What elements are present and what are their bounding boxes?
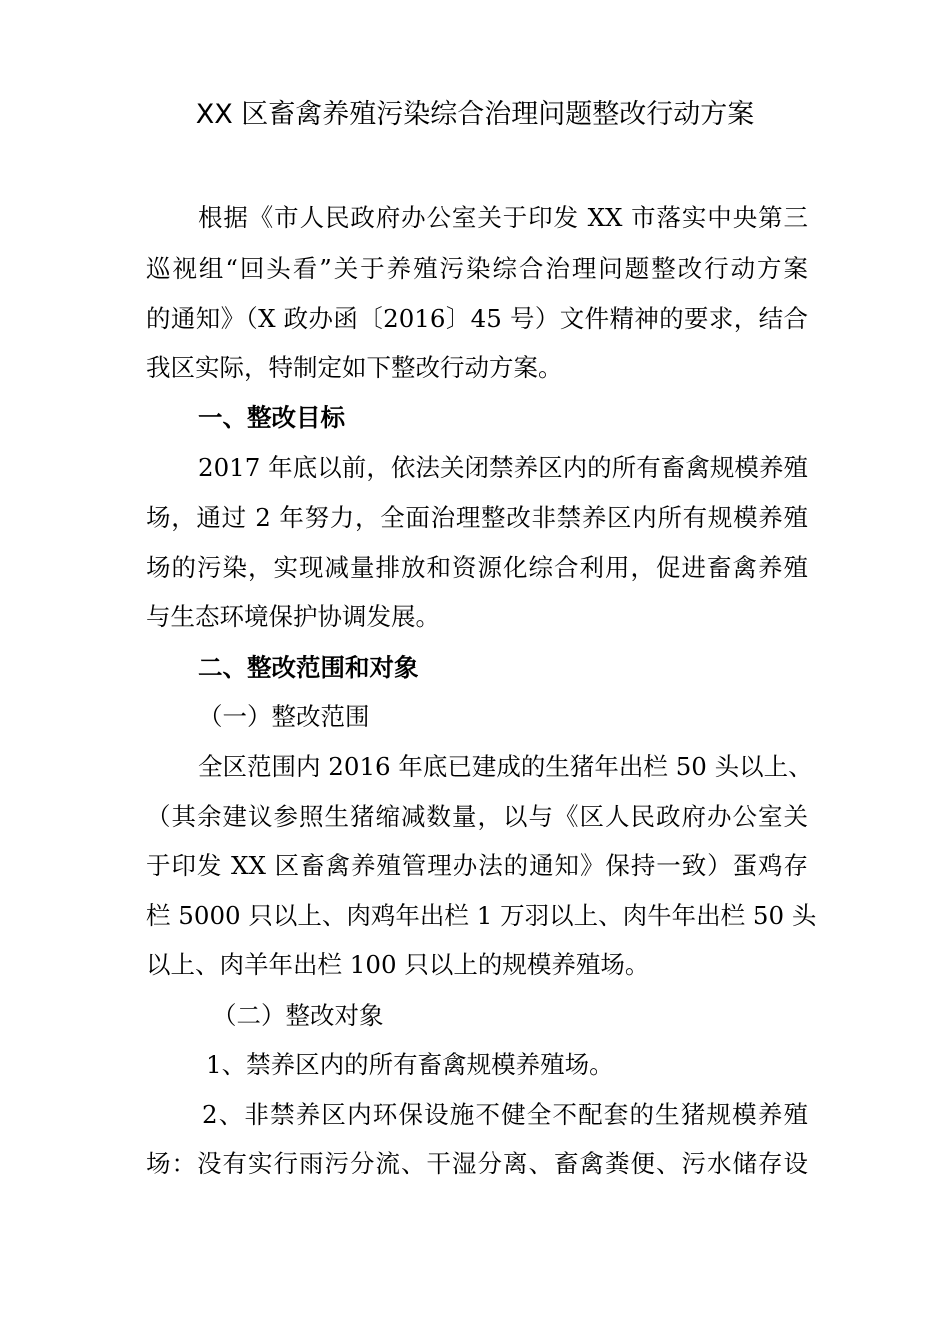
list-item: 2、非禁养区内环保设施不健全不配套的生猪规模养殖	[202, 1100, 808, 1129]
subsection-heading: （一）整改范围	[198, 702, 370, 731]
paragraph-line: 以上、肉羊年出栏 100 只以上的规模养殖场。	[146, 950, 650, 979]
section-heading: 一、整改目标	[198, 403, 345, 432]
subsection-heading: （二）整改对象	[212, 1001, 384, 1030]
paragraph-line: 的通知》（X 政办函〔2016〕45 号）文件精神的要求，结合	[146, 304, 808, 333]
paragraph-line: 巡视组“回头看”关于养殖污染综合治理问题整改行动方案	[146, 254, 808, 283]
paragraph-line: 场的污染，实现减量排放和资源化综合利用，促进畜禽养殖	[146, 553, 808, 582]
section-heading: 二、整改范围和对象	[198, 653, 419, 682]
paragraph-line: 全区范围内 2016 年底已建成的生猪年出栏 50 头以上、	[198, 752, 813, 781]
paragraph-line: 场，通过 2 年努力，全面治理整改非禁养区内所有规模养殖	[146, 503, 808, 532]
paragraph-line: 与生态环境保护协调发展。	[146, 602, 440, 631]
paragraph-line: 场：没有实行雨污分流、干湿分离、畜禽粪便、污水储存设	[146, 1149, 808, 1178]
paragraph-line: 我区实际，特制定如下整改行动方案。	[146, 353, 563, 382]
paragraph-line: 根据《市人民政府办公室关于印发 XX 市落实中央第三	[198, 203, 808, 232]
paragraph-line: （其余建议参照生猪缩减数量，以与《区人民政府办公室关	[146, 802, 808, 831]
paragraph-line: 于印发 XX 区畜禽养殖管理办法的通知》保持一致）蛋鸡存	[146, 851, 808, 880]
document-title: XX 区畜禽养殖污染综合治理问题整改行动方案	[195, 99, 755, 130]
paragraph-line: 2017 年底以前，依法关闭禁养区内的所有畜禽规模养殖	[198, 453, 808, 482]
list-item: 1、禁养区内的所有畜禽规模养殖场。	[206, 1050, 614, 1079]
paragraph-line: 栏 5000 只以上、肉鸡年出栏 1 万羽以上、肉牛年出栏 50 头	[146, 901, 817, 930]
